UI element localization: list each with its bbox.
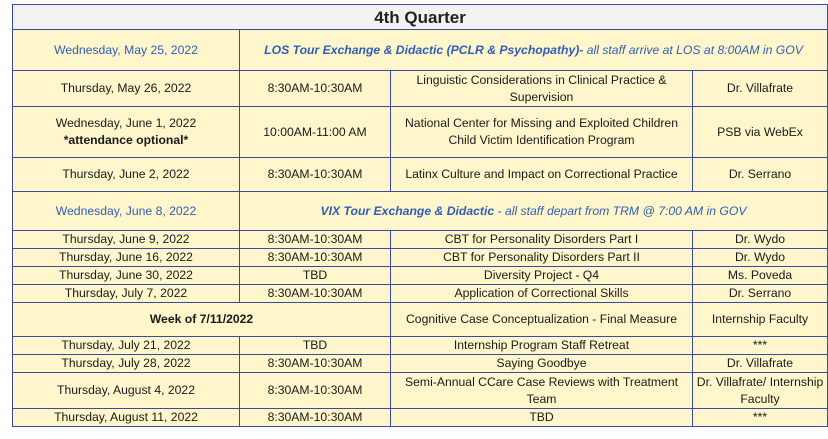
date-cell: Thursday, May 26, 2022 [13, 71, 240, 107]
presenter-cell: Dr. Villafrate [693, 71, 828, 107]
date-cell: Thursday, June 30, 2022 [13, 267, 240, 285]
topic-cell: CBT for Personality Disorders Part II [391, 249, 693, 267]
week-cell: Week of 7/11/2022 [13, 303, 391, 337]
date-text: Wednesday, June 1, 2022 [55, 116, 197, 130]
presenter-cell: Dr. Villafrate [693, 355, 828, 373]
topic-cell: Latinx Culture and Impact on Correctional Practice [391, 158, 693, 192]
topic-cell: TBD [391, 409, 693, 427]
table-row [13, 231, 828, 249]
table-row [13, 285, 828, 303]
table-row [13, 337, 828, 355]
topic-cell: Saying Goodbye [391, 355, 693, 373]
event-note: all staff arrive at LOS at 8:00AM in GOV [583, 42, 803, 57]
time-cell: 8:30AM-10:30AM [240, 231, 391, 249]
table-row [13, 158, 828, 192]
presenter-cell: Dr. Wydo [693, 231, 828, 249]
topic-cell: CBT for Personality Disorders Part I [391, 231, 693, 249]
table-row [13, 303, 828, 337]
schedule-wrapper [12, 4, 827, 427]
time-cell: TBD [240, 267, 391, 285]
table-row [13, 355, 828, 373]
time-cell: 8:30AM-10:30AM [240, 373, 391, 409]
time-cell: 8:30AM-10:30AM [240, 249, 391, 267]
time-cell: TBD [240, 337, 391, 355]
table-row [13, 373, 828, 409]
presenter-cell: Ms. Poveda [693, 267, 828, 285]
topic-cell: Linguistic Considerations in Clinical Practice & Supervision [391, 71, 693, 107]
topic-cell: Cognitive Case Conceptualization - Final Measure [391, 303, 693, 337]
quarter-title: 4th Quarter [13, 5, 828, 30]
time-cell: 8:30AM-10:30AM [240, 158, 391, 192]
time-cell: 8:30AM-10:30AM [240, 409, 391, 427]
presenter-cell: Dr. Villafrate/ Internship Faculty [693, 373, 828, 409]
topic-cell: Application of Correctional Skills [391, 285, 693, 303]
time-cell: 8:30AM-10:30AM [240, 355, 391, 373]
table-row [13, 267, 828, 285]
topic-cell: Internship Program Staff Retreat [391, 337, 693, 355]
table-row [13, 71, 828, 107]
date-cell: Thursday, July 21, 2022 [13, 337, 240, 355]
table-row [13, 192, 828, 231]
table-row [13, 107, 828, 158]
date-cell: Thursday, August 11, 2022 [13, 409, 240, 427]
event-cell [240, 192, 828, 231]
presenter-cell: Dr. Serrano [693, 158, 828, 192]
date-cell: Thursday, June 16, 2022 [13, 249, 240, 267]
presenter-cell: *** [693, 409, 828, 427]
schedule-table [12, 4, 828, 427]
date-cell [13, 107, 240, 158]
time-cell: 8:30AM-10:30AM [240, 71, 391, 107]
time-cell: 10:00AM-11:00 AM [240, 107, 391, 158]
date-cell: Wednesday, June 8, 2022 [13, 192, 240, 231]
table-row [13, 409, 828, 427]
date-cell: Wednesday, May 25, 2022 [13, 30, 240, 71]
date-cell: Thursday, July 28, 2022 [13, 355, 240, 373]
event-cell [240, 30, 828, 71]
table-row [13, 30, 828, 71]
event-title: VIX Tour Exchange & Didactic [320, 203, 495, 218]
presenter-cell: Dr. Wydo [693, 249, 828, 267]
topic-cell: National Center for Missing and Exploited Children Child Victim Identification Program [391, 107, 693, 158]
attendance-note: *attendance optional* [63, 133, 189, 147]
presenter-cell: PSB via WebEx [693, 107, 828, 158]
table-row [13, 249, 828, 267]
time-cell: 8:30AM-10:30AM [240, 285, 391, 303]
event-title: LOS Tour Exchange & Didactic (PCLR & Psychopathy)- [264, 42, 584, 57]
date-cell: Thursday, July 7, 2022 [13, 285, 240, 303]
topic-cell: Semi-Annual CCare Case Reviews with Treatment Team [391, 373, 693, 409]
date-cell: Thursday, August 4, 2022 [13, 373, 240, 409]
presenter-cell: Internship Faculty [693, 303, 828, 337]
presenter-cell: Dr. Serrano [693, 285, 828, 303]
presenter-cell: *** [693, 337, 828, 355]
event-note: - all staff depart from TRM @ 7:00 AM in GOV [494, 203, 747, 218]
topic-cell: Diversity Project - Q4 [391, 267, 693, 285]
date-cell: Thursday, June 2, 2022 [13, 158, 240, 192]
date-cell: Thursday, June 9, 2022 [13, 231, 240, 249]
